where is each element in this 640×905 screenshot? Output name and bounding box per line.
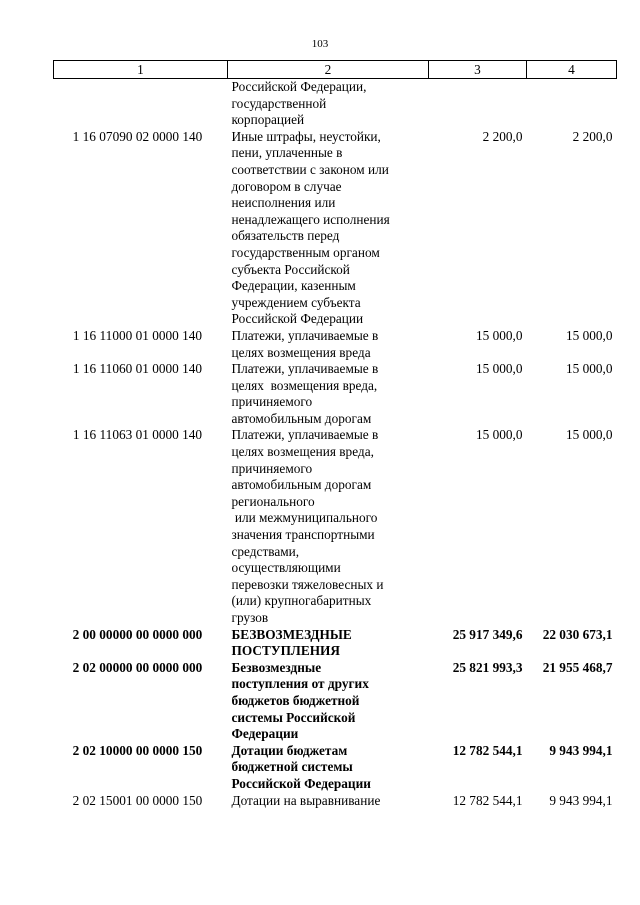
amount-col-3: 25 917 349,6	[452, 626, 523, 642]
income-name-line: грузов	[231, 610, 269, 625]
income-name-line: поступления от других	[231, 676, 369, 692]
income-name-line: соответствии с законом или	[231, 161, 389, 177]
amount-col-3: 15 000,0	[475, 427, 523, 443]
amount-col-4: 22 030 673,1	[542, 626, 613, 642]
income-name-line: значения транспортными	[231, 527, 375, 543]
income-name-line: пени, уплаченные в	[231, 145, 343, 161]
income-name-line: (или) крупногабаритных	[231, 593, 372, 609]
income-name-line: причиняемого	[231, 460, 313, 476]
table-row	[54, 129, 617, 328]
header-col-2: 2	[228, 61, 429, 79]
budget-code: 1 16 07090 02 0000 140	[72, 128, 203, 144]
budget-code: 1 16 11063 01 0000 140	[72, 427, 203, 443]
income-name-line: целях возмещения вреда,	[231, 377, 378, 393]
table-row	[54, 79, 617, 129]
amount-col-4: 9 943 994,1	[549, 792, 613, 808]
income-name-line: средствами,	[231, 543, 300, 559]
income-name	[228, 129, 429, 328]
income-name	[228, 361, 429, 427]
income-name-line: Федерации	[231, 726, 299, 742]
income-name-line: субъекта Российской	[231, 261, 350, 277]
income-name-line: Дотации на выравнивание	[231, 792, 381, 808]
income-name	[228, 627, 429, 660]
income-name-line: Дотации бюджетам	[231, 742, 348, 758]
income-name-line: обязательств перед	[231, 228, 340, 244]
amount-col-3: 12 782 544,1	[452, 742, 523, 758]
amount-col-3: 2 200,0	[482, 128, 523, 144]
income-name-line: Платежи, уплачиваемые в	[231, 427, 379, 443]
table-row	[54, 660, 617, 743]
amount-col-3: 15 000,0	[475, 361, 523, 377]
budget-code: 2 02 15001 00 0000 150	[72, 792, 203, 808]
income-name-line: Российской Федерации	[231, 311, 364, 327]
income-name-line: Безвозмездные	[231, 659, 322, 675]
income-name-line: корпорацией	[231, 112, 305, 128]
amount-col-3: 12 782 544,1	[452, 792, 523, 808]
income-name-line: автомобильным дорогам	[231, 410, 372, 426]
income-name-line: или межмуниципального	[231, 510, 378, 526]
budget-code: 1 16 11000 01 0000 140	[72, 327, 203, 343]
income-name-line: ненадлежащего исполнения	[231, 211, 390, 227]
table-row	[54, 743, 617, 793]
income-name-line: Платежи, уплачиваемые в	[231, 361, 379, 377]
income-name-line: государственным органом	[231, 244, 380, 260]
table-row	[54, 627, 617, 660]
income-name-line: учреждением субъекта	[231, 294, 361, 310]
income-name-line: системы Российской	[231, 709, 356, 725]
header-col-1: 1	[54, 61, 228, 79]
page-number: 103	[311, 38, 329, 50]
amount-col-4: 2 200,0	[572, 128, 613, 144]
table-row	[54, 793, 617, 810]
amount-col-3: 25 821 993,3	[452, 659, 523, 675]
table-row	[54, 361, 617, 427]
income-name-line: осуществляющими	[231, 560, 341, 576]
income-name	[228, 328, 429, 361]
income-name-line: бюджетов бюджетной	[231, 692, 360, 708]
income-name-line: договором в случае	[231, 178, 342, 194]
income-name-line: Федерации, казенным	[231, 278, 356, 294]
income-name-line: целях возмещения вреда	[231, 344, 371, 360]
budget-code: 2 00 00000 00 0000 000	[72, 626, 203, 642]
income-name-line: ПОСТУПЛЕНИЯ	[231, 643, 340, 659]
budget-code	[54, 79, 228, 129]
amount-col-4: 21 955 468,7	[542, 659, 613, 675]
amount-col-4: 15 000,0	[565, 427, 613, 443]
header-col-4: 4	[527, 61, 617, 79]
income-name-line: регионального	[231, 493, 315, 509]
income-name-line: перевозки тяжеловесных и	[231, 576, 384, 592]
header-col-3: 3	[429, 61, 527, 79]
table-header-row	[54, 61, 617, 79]
income-name-line: Российской Федерации	[231, 775, 371, 791]
table-row	[54, 328, 617, 361]
amount-col-4: 15 000,0	[565, 361, 613, 377]
amount-col-3: 15 000,0	[475, 327, 523, 343]
income-name	[228, 743, 429, 793]
income-name-line: бюджетной системы	[231, 759, 353, 775]
income-name-line: Иные штрафы, неустойки,	[231, 128, 381, 144]
budget-code: 2 02 00000 00 0000 000	[72, 659, 203, 675]
budget-code: 1 16 11060 01 0000 140	[72, 361, 203, 377]
income-name-line: государственной	[231, 95, 327, 111]
amount-col-4: 9 943 994,1	[549, 742, 613, 758]
amount-col-4: 15 000,0	[565, 327, 613, 343]
table-body	[54, 79, 617, 810]
income-name-line: БЕЗВОЗМЕЗДНЫЕ	[231, 626, 352, 642]
income-name-line: целях возмещения вреда,	[231, 444, 374, 460]
income-name-line: причиняемого	[231, 394, 313, 410]
income-name	[228, 79, 429, 129]
income-name	[228, 793, 429, 810]
budget-code: 2 02 10000 00 0000 150	[72, 742, 203, 758]
income-name	[228, 660, 429, 743]
income-name-line: неисполнения или	[231, 195, 336, 211]
income-name	[228, 427, 429, 626]
income-name-line: Платежи, уплачиваемые в	[231, 327, 379, 343]
table-row	[54, 427, 617, 626]
income-name-line: Российской Федерации,	[231, 79, 367, 94]
amount-col-4	[527, 79, 617, 129]
income-name-line: автомобильным дорогам	[231, 477, 372, 493]
amount-col-3	[429, 79, 527, 129]
budget-table	[53, 60, 617, 809]
